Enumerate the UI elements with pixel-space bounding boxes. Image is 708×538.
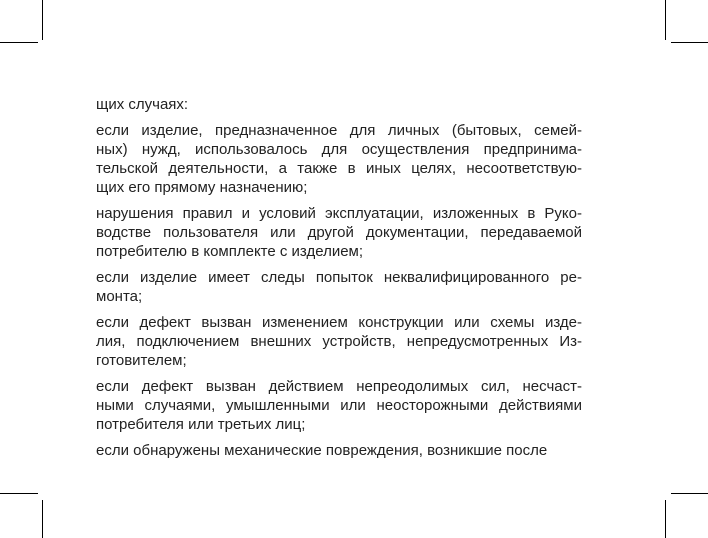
text-line: нарушения правил и условий эксплуатации, изложенных в Руко- — [96, 205, 582, 222]
paragraph — [96, 441, 582, 460]
text-line: готовителем; — [96, 352, 187, 369]
text-line: монта; — [96, 288, 143, 305]
crop-mark-top-right-horizontal — [671, 42, 708, 43]
text-line: тельской деятельности, а также в иных целях, несоответствую- — [96, 160, 582, 177]
text-line: водстве пользователя или другой документации, передаваемой — [96, 224, 582, 241]
text-line: лия, подключением внешних устройств, непредусмотренных Из- — [96, 333, 582, 350]
paragraph — [96, 121, 582, 197]
paragraph — [96, 204, 582, 261]
crop-mark-top-left-vertical — [42, 0, 43, 40]
text-line: ных) нужд, использовалось для осуществления предпринима- — [96, 141, 582, 158]
text-line: потребителю в комплекте с изделием; — [96, 243, 364, 260]
text-line: если изделие, предназначенное для личных (бытовых, семей- — [96, 122, 582, 139]
text-line: щих случаях: — [96, 96, 189, 113]
text-line: потребителя или третьих лиц; — [96, 416, 306, 433]
body-text — [96, 95, 582, 467]
text-line: щих его прямому назначению; — [96, 179, 308, 196]
paragraph — [96, 95, 582, 114]
crop-mark-top-left-horizontal — [0, 42, 38, 43]
paragraph — [96, 377, 582, 434]
crop-mark-top-right-vertical — [665, 0, 666, 40]
text-line: ными случаями, умышленными или неосторожными действиями — [96, 397, 582, 414]
paragraph — [96, 313, 582, 370]
text-line: если дефект вызван действием непреодолимых сил, несчаст- — [96, 378, 582, 395]
text-line: если изделие имеет следы попыток неквалифицированного ре- — [96, 269, 582, 286]
crop-mark-bottom-left-vertical — [42, 500, 43, 538]
crop-mark-bottom-right-horizontal — [671, 493, 708, 494]
crop-mark-bottom-left-horizontal — [0, 493, 38, 494]
crop-mark-bottom-right-vertical — [665, 500, 666, 538]
text-line: если обнаружены механические повреждения, возникшие после — [96, 442, 548, 459]
text-line: если дефект вызван изменением конструкции или схемы изде- — [96, 314, 582, 331]
paragraph — [96, 268, 582, 306]
